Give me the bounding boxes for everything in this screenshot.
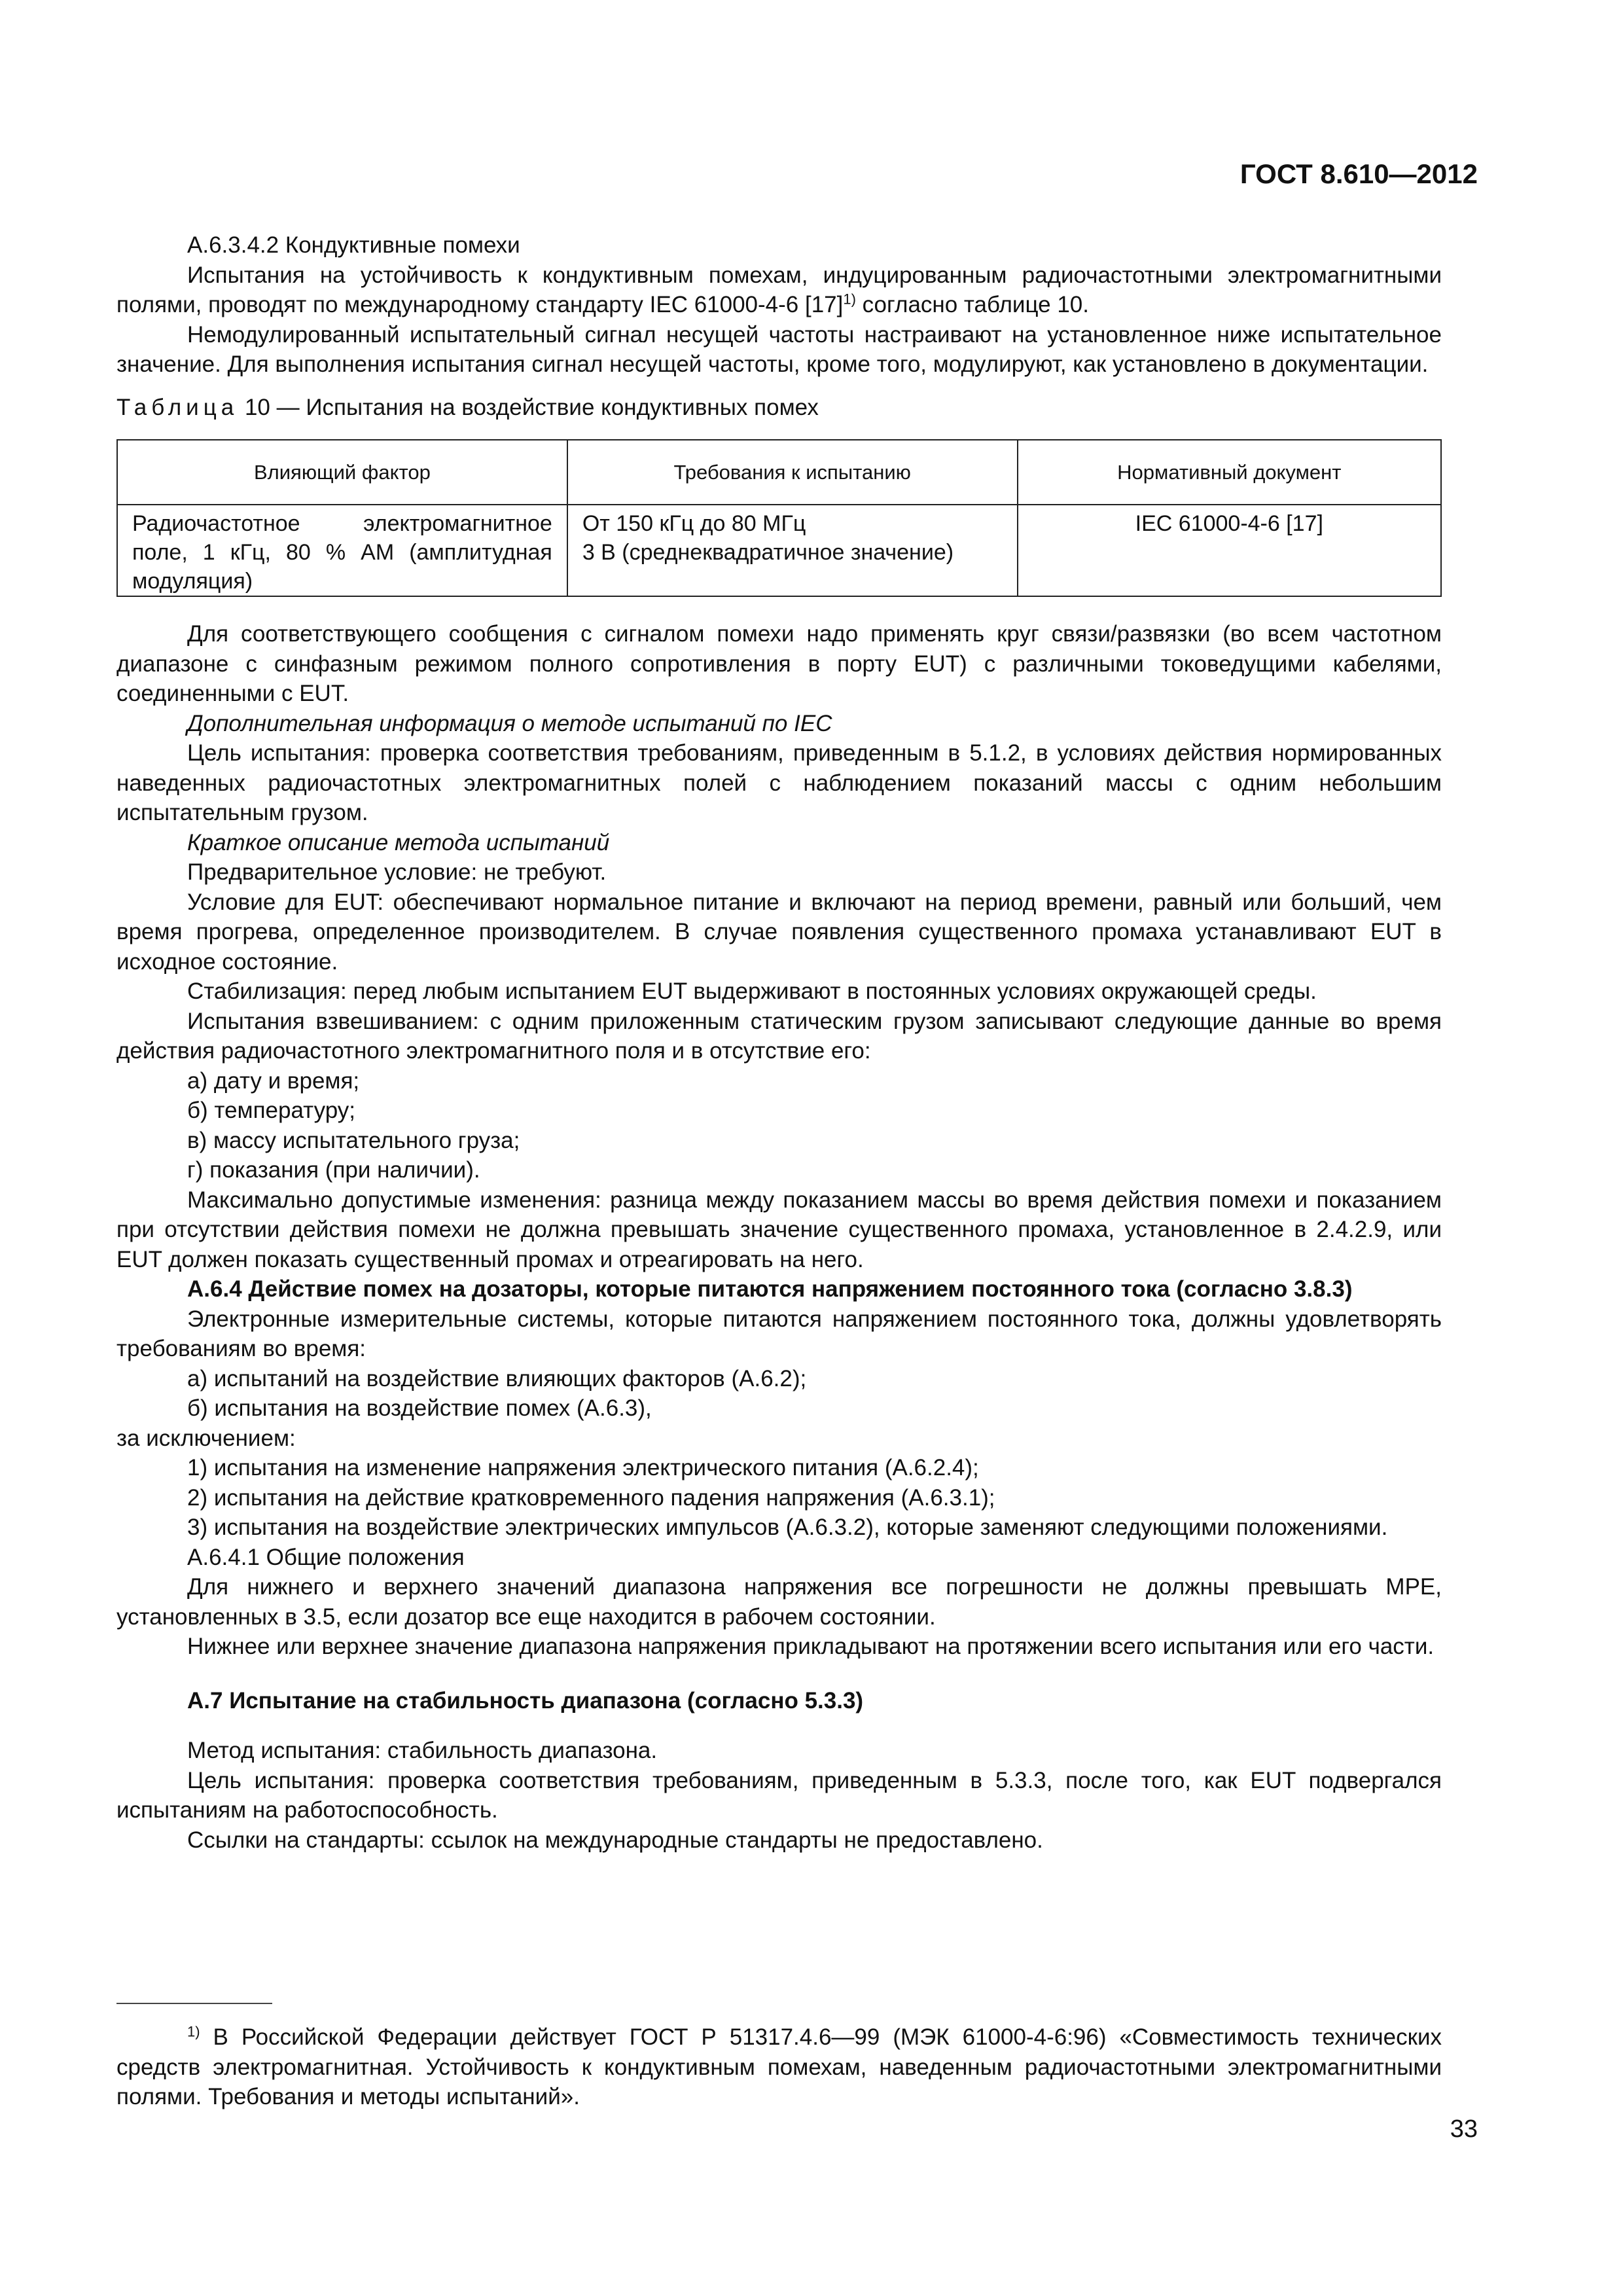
subsection-title-a641: А.6.4.1 Общие положения [187, 1544, 465, 1570]
table-cell-document: IEC 61000-4-6 [17] [1018, 505, 1441, 596]
footnote-reference: 1) [843, 291, 856, 308]
paragraph: Для соответствующего сообщения с сигналом помехи надо применять круг связи/развязки (во всем частотном диапазоне с синфазным режимом полного сопротивления в порту EUT) с различными токоведущими кабелями, соединенными с EUT. [116, 621, 1442, 706]
list-item: б) температуру; [187, 1098, 355, 1123]
table-header-cell: Влияющий фактор [117, 440, 567, 505]
paragraph: за исключением: [116, 1425, 296, 1451]
paragraph: Метод испытания: стабильность диапазона. [187, 1738, 658, 1763]
paragraph: Электронные измерительные системы, которые питаются напряжением постоянного тока, должны удовлетворять требованиям во время: [116, 1306, 1442, 1361]
list-item: 2) испытания на действие кратковременного падения напряжения (А.6.3.1); [187, 1484, 995, 1511]
requirement-line: От 150 кГц до 80 МГц [582, 511, 806, 536]
table-caption-word: Таблица [116, 394, 239, 420]
table-header-cell: Нормативный документ [1018, 440, 1441, 505]
paragraph: Нижнее или верхнее значение диапазона напряжения прикладывают на протяжении всего испытания или его части. [187, 1634, 1435, 1659]
list-item: б) испытания на воздействие помех (А.6.3), [187, 1395, 652, 1421]
section-heading-a7: А.7 Испытание на стабильность диапазона (согласно 5.3.3) [187, 1687, 864, 1713]
paragraph: Испытания взвешиванием: с одним приложенным статическим грузом записывают следующие данные во время действия радиочастотного электромагнитного поля и в отсутствие его: [116, 1008, 1442, 1064]
table-caption-text: 10 — Испытания на воздействие кондуктивных помех [238, 394, 819, 420]
footnote-mark: 1) [187, 2023, 200, 2040]
list-item: в) массу испытательного груза; [187, 1127, 520, 1153]
paragraph: Немодулированный испытательный сигнал несущей частоты настраивают на установленное ниже испытательное значение. Для выполнения испытания сигнал несущей частоты, кроме того, модулируют, как установлено в документации. [116, 321, 1442, 377]
list-item: а) испытаний на воздействие влияющих факторов (А.6.2); [187, 1365, 807, 1391]
table-caption [116, 393, 1442, 423]
table-cell-requirements [567, 505, 1018, 596]
paragraph: Предварительное условие: не требуют. [187, 859, 607, 885]
list-item: 3) испытания на воздействие электрических импульсов (А.6.3.2), которые заменяют следующими положениями. [187, 1515, 1388, 1540]
subsection-title-a6342: А.6.3.4.2 Кондуктивные помехи [187, 232, 520, 258]
paragraph: Цель испытания: проверка соответствия требованиям, приведенным в 5.3.3, после того, как EUT подвергался испытаниям на работоспособность. [116, 1767, 1442, 1823]
document-header: ГОСТ 8.610—2012 [1240, 158, 1478, 189]
list-item: а) дату и время; [187, 1067, 360, 1094]
footnote-separator [116, 2003, 272, 2004]
list-item: г) показания (при наличии). [187, 1157, 480, 1183]
italic-subheading: Дополнительная информация о методе испытаний по IEC [187, 710, 832, 736]
list-item: 1) испытания на изменение напряжения электрического питания (А.6.2.4); [187, 1455, 979, 1480]
page-content [116, 230, 1442, 1855]
requirement-line: 3 В (среднеквадратичное значение) [582, 540, 954, 565]
paragraph: Ссылки на стандарты: ссылок на международные стандарты не предоставлено. [187, 1827, 1043, 1853]
footnote [116, 2022, 1442, 2112]
paragraph: Стабилизация: перед любым испытанием EUT выдерживают в постоянных условиях окружающей среды. [187, 978, 1317, 1004]
table-10 [116, 439, 1442, 597]
paragraph [116, 260, 1442, 320]
section-heading-a64: А.6.4 Действие помех на дозаторы, которые питаются напряжением постоянного тока (согласно 3.8.3) [187, 1276, 1353, 1302]
paragraph-text: Испытания на устойчивость к кондуктивным помехам, индуцированным радиочастотными электромагнитными полями, проводят по международному стандарту IEC 61000-4-6 [17] [116, 262, 1442, 317]
page-number: 33 [1450, 2115, 1478, 2143]
paragraph: Условие для EUT: обеспечивают нормальное питание и включают на период времени, равный или больший, чем время прогрева, определенное производителем. В случае появления существенного промаха устанавливают EUT в исходное состояние. [116, 889, 1442, 975]
table-row [117, 505, 1441, 596]
table-header-row [117, 440, 1441, 505]
paragraph: Максимально допустимые изменения: разница между показанием массы во время действия помехи и показанием при отсутствии действия помехи не должна превышать значение существенного промаха, установленное в 2.4.2.9, или EUT должен показать существенный промах и отреагировать на него. [116, 1187, 1442, 1272]
table-header-cell: Требования к испытанию [567, 440, 1018, 505]
italic-subheading: Краткое описание метода испытаний [187, 829, 610, 855]
paragraph: Для нижнего и верхнего значений диапазона напряжения все погрешности не должны превышать MPE, установленных в 3.5, если дозатор все еще находится в рабочем состоянии. [116, 1574, 1442, 1630]
table-cell-factor: Радиочастотное электромагнитное поле, 1 кГц, 80 % AM (амплитудная модуляция) [117, 505, 567, 596]
paragraph: Цель испытания: проверка соответствия требованиям, приведенным в 5.1.2, в условиях действия нормированных наведенных радиочастотных электромагнитных полей с наблюдением показаний массы с одним небольшим испытательным грузом. [116, 740, 1442, 825]
paragraph-text: согласно таблице 10. [855, 292, 1089, 317]
footnote-text: В Российской Федерации действует ГОСТ Р 51317.4.6—99 (МЭК 61000-4-6:96) «Совместимость технических средств электромагнитная. Устойчивость к кондуктивным помехам, наведенным радиочастотными электромагнитными полями. Требования и методы испытаний». [116, 2024, 1442, 2109]
